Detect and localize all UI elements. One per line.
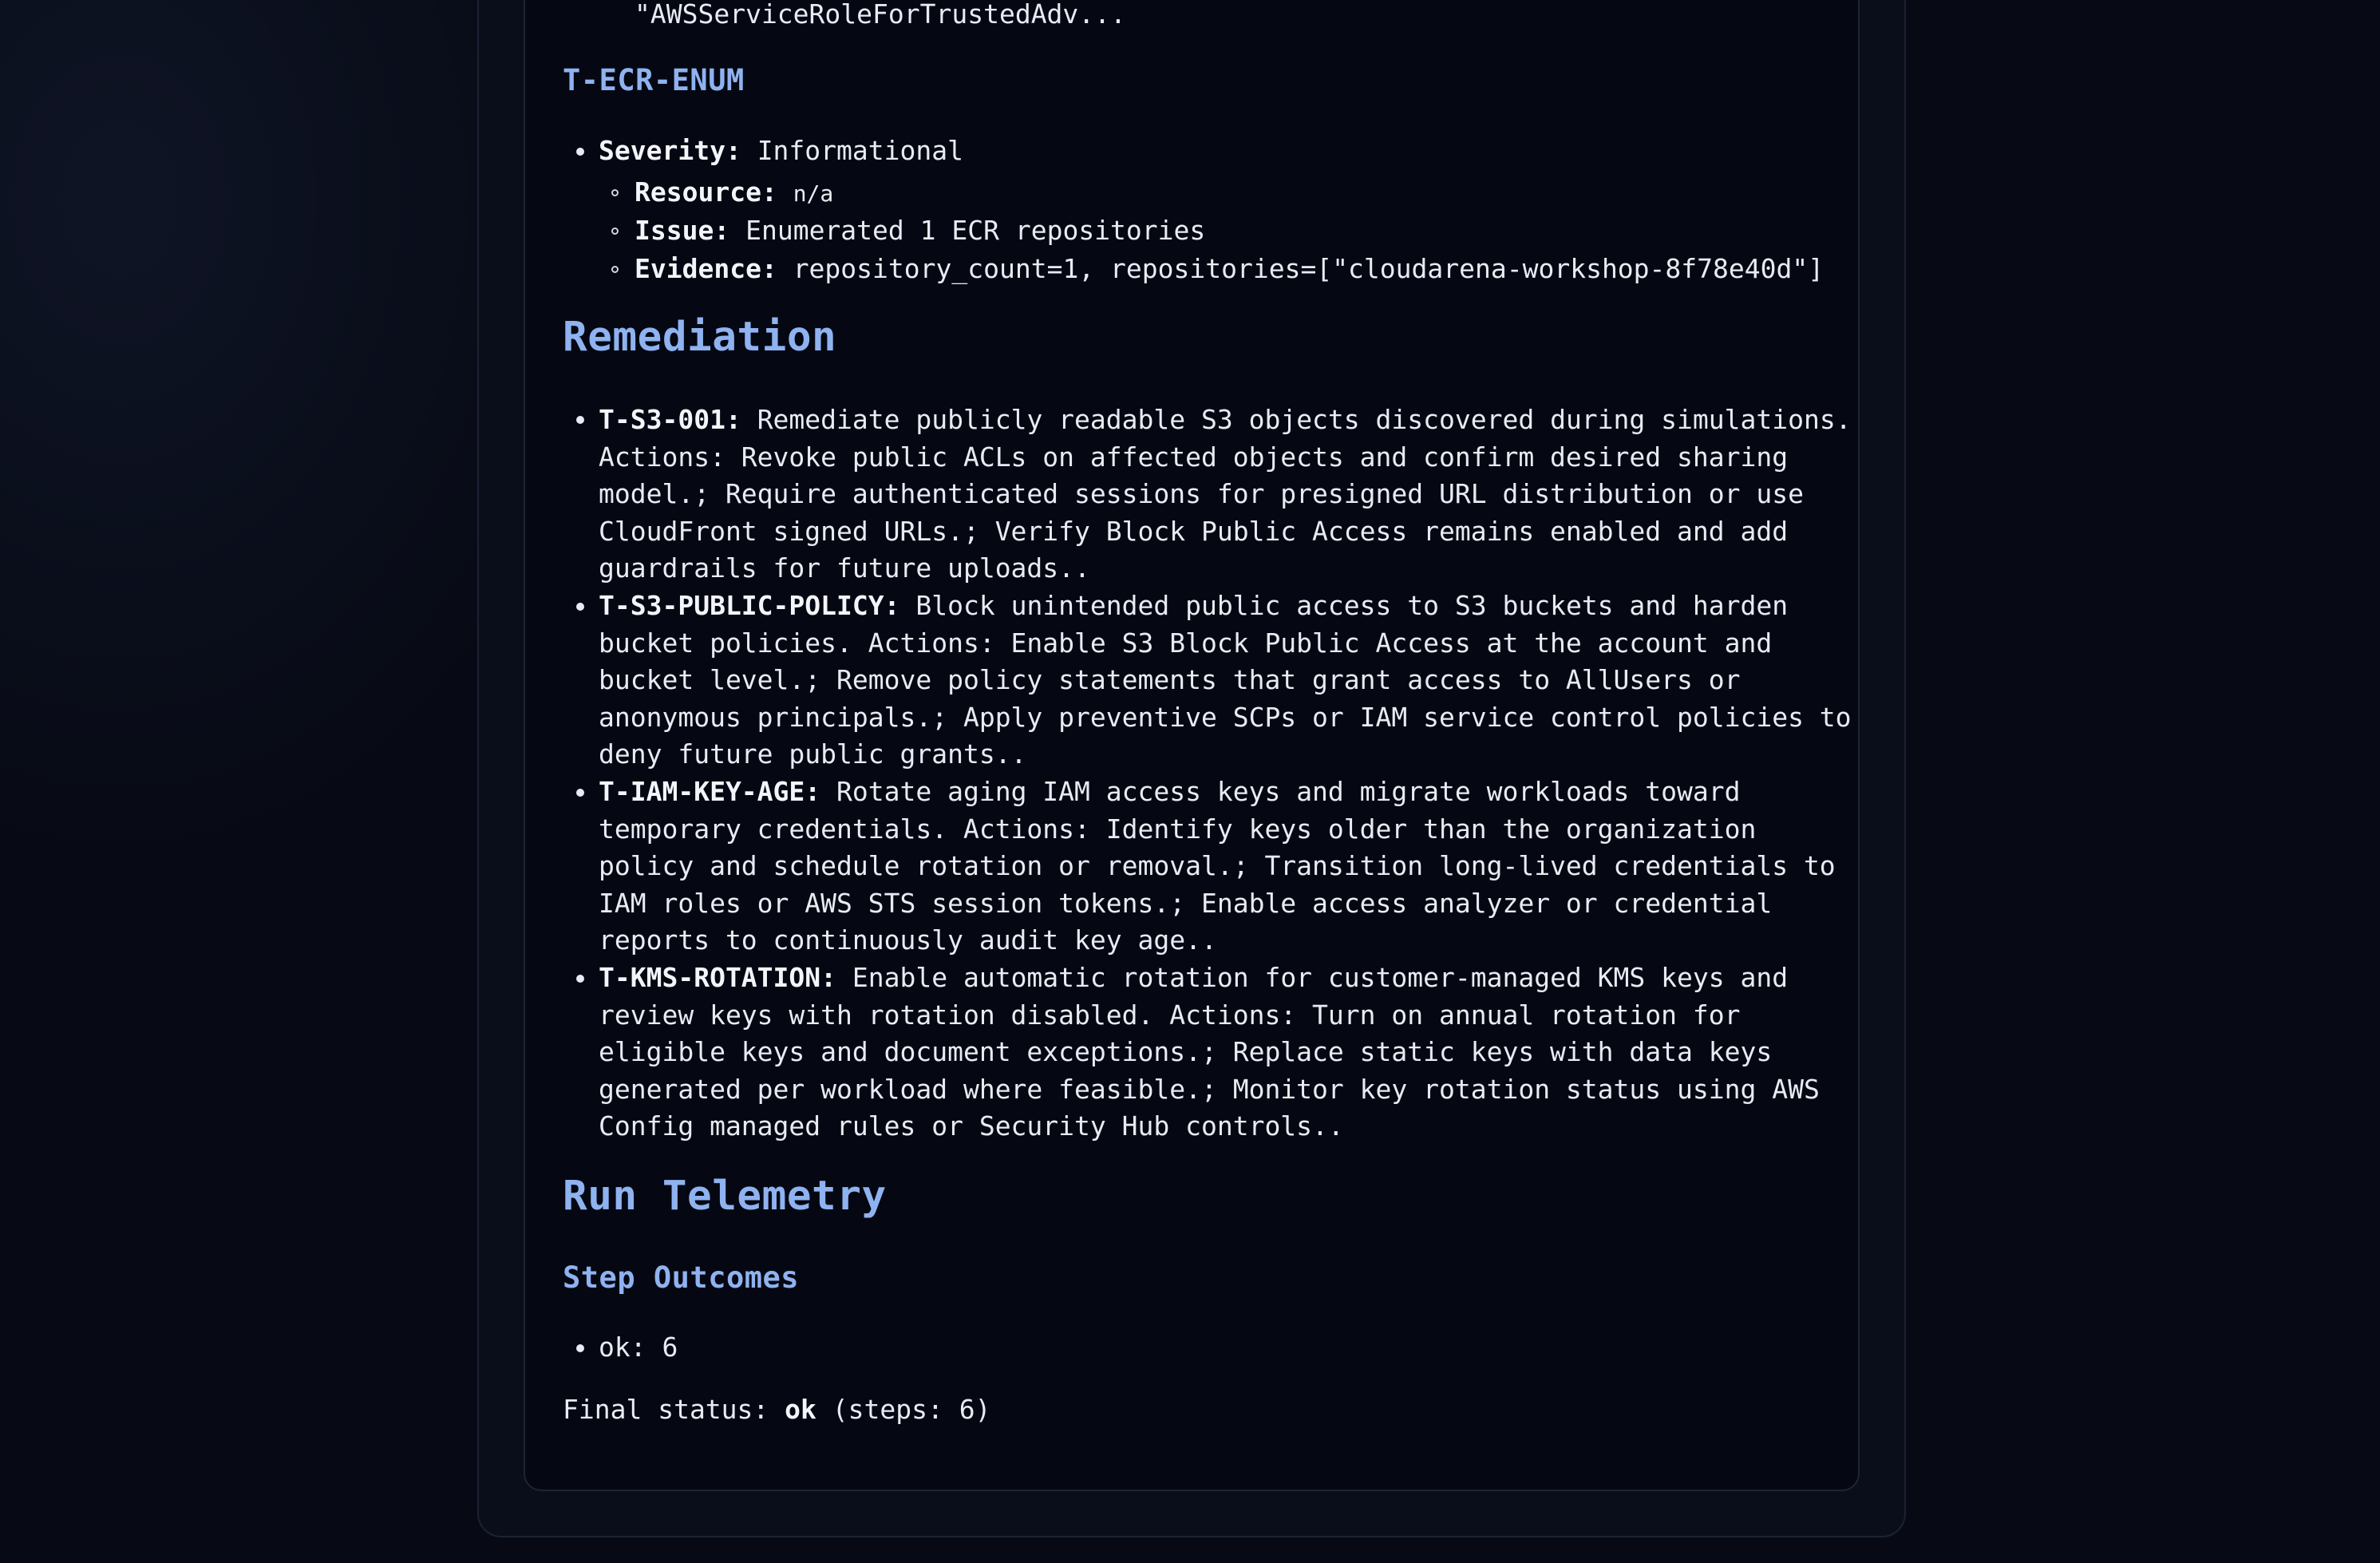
remediation-line: Rotate aging IAM access keys and migrate workloads toward xyxy=(836,776,1741,807)
remediation-item xyxy=(599,774,1836,960)
issue-value: Enumerated 1 ECR repositories xyxy=(745,215,1206,246)
bullet-circle xyxy=(611,228,619,235)
remediation-item-id: T-S3-PUBLIC-POLICY: xyxy=(599,590,900,621)
remediation-line: Actions: Revoke public ACLs on affected objects and confirm desired sharing xyxy=(599,441,1789,473)
bullet-disc xyxy=(576,975,584,983)
final-status-value: ok xyxy=(785,1394,816,1425)
ecr-enum-heading: T-ECR-ENUM xyxy=(563,63,745,97)
remediation-line: anonymous principals.; Apply preventive SCPs or IAM service control policies to xyxy=(599,701,1852,733)
remediation-line: bucket level.; Remove policy statements that grant access to AllUsers or xyxy=(599,664,1741,695)
ecr-resource-item xyxy=(635,174,833,213)
ecr-evidence-item xyxy=(635,251,1824,288)
remediation-line: CloudFront signed URLs.; Verify Block Public Access remains enabled and add xyxy=(599,515,1789,547)
severity-value: Informational xyxy=(757,135,963,166)
remediation-line: Block unintended public access to S3 buckets and harden xyxy=(915,590,1789,621)
bullet-disc xyxy=(576,416,584,424)
evidence-value: repository_count=1, repositories=["cloudarena-workshop-8f78e40d"] xyxy=(793,253,1825,284)
remediation-item-id: T-IAM-KEY-AGE: xyxy=(599,776,821,807)
remediation-line: bucket policies. Actions: Enable S3 Block Public Access at the account and xyxy=(599,627,1773,659)
bullet-disc xyxy=(576,148,584,156)
step-outcomes-heading: Step Outcomes xyxy=(563,1260,800,1295)
bullet-circle xyxy=(611,266,619,273)
outcome-item: ok: 6 xyxy=(599,1332,678,1363)
resource-label: Resource: xyxy=(635,176,777,208)
remediation-line: Config managed rules or Security Hub controls.. xyxy=(599,1110,1344,1142)
run-telemetry-heading: Run Telemetry xyxy=(563,1173,887,1220)
ecr-issue-item xyxy=(635,212,1205,250)
resource-value: n/a xyxy=(793,180,834,207)
remediation-heading: Remediation xyxy=(563,314,837,361)
bullet-disc xyxy=(576,603,584,611)
ecr-severity-item xyxy=(599,133,963,170)
truncated-role-fragment: "AWSServiceRoleForTrustedAdv... xyxy=(635,0,1126,30)
remediation-line: guardrails for future uploads.. xyxy=(599,552,1090,584)
bullet-disc xyxy=(576,789,584,797)
remediation-line: reports to continuously audit key age.. xyxy=(599,924,1217,956)
bullet-circle xyxy=(611,189,619,196)
remediation-line: generated per workload where feasible.; Monitor key rotation status using AWS xyxy=(599,1073,1820,1105)
remediation-item-id: T-S3-001: xyxy=(599,404,741,435)
final-status xyxy=(563,1391,990,1429)
severity-label: Severity: xyxy=(599,135,741,166)
remediation-line: model.; Require authenticated sessions for presigned URL distribution or use xyxy=(599,478,1804,509)
remediation-item-id: T-KMS-ROTATION: xyxy=(599,962,837,993)
remediation-item xyxy=(599,588,1852,774)
remediation-line: deny future public grants.. xyxy=(599,738,1027,770)
issue-label: Issue: xyxy=(635,215,730,246)
remediation-line: Remediate publicly readable S3 objects discovered during simulations. xyxy=(757,404,1852,435)
bullet-disc xyxy=(576,1344,584,1352)
remediation-line: IAM roles or AWS STS session tokens.; Enable access analyzer or credential xyxy=(599,887,1773,919)
remediation-line: review keys with rotation disabled. Actions: Turn on annual rotation for xyxy=(599,999,1741,1031)
evidence-label: Evidence: xyxy=(635,253,777,284)
final-status-suffix: (steps: 6) xyxy=(816,1394,991,1425)
remediation-line: eligible keys and document exceptions.; Replace static keys with data keys xyxy=(599,1036,1773,1067)
remediation-item xyxy=(599,960,1820,1146)
remediation-line: Enable automatic rotation for customer-managed KMS keys and xyxy=(852,962,1789,993)
remediation-line: temporary credentials. Actions: Identify keys older than the organization xyxy=(599,813,1757,845)
remediation-line: policy and schedule rotation or removal.; Transition long-lived credentials to xyxy=(599,850,1836,881)
remediation-item xyxy=(599,402,1852,588)
final-status-prefix: Final status: xyxy=(563,1394,785,1425)
